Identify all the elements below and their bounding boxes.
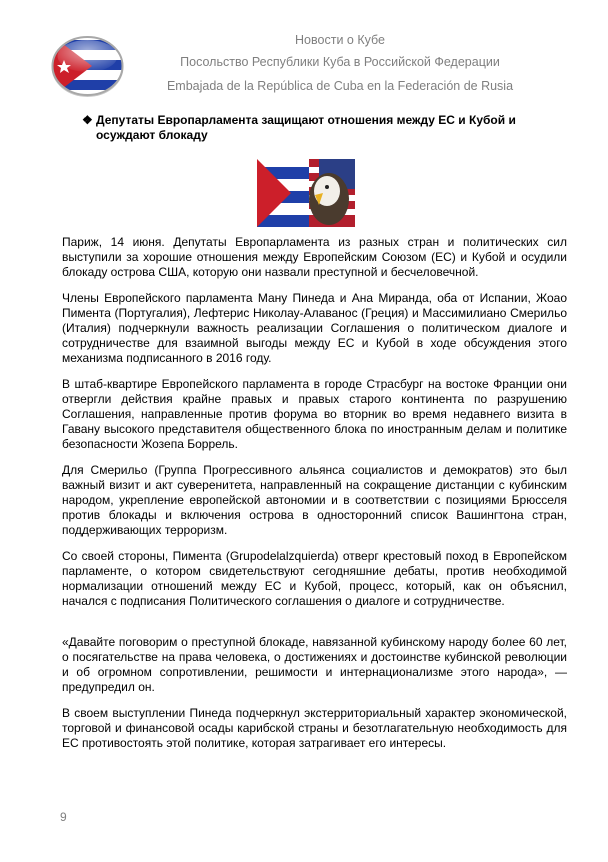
article-paragraph: Члены Европейского парламента Ману Пинеда и Ана Миранда, оба от Испании, Жоао Пимента (Португалия), Лефтерис Николау-Алаванос (Греция) и Массимилиано Смерильо (Италия) подчеркнули важность реализации Соглашения о политическом диалоге и сотрудничестве для взаимной выгоды между ЕС и Кубой в ходе обсуждения этого механизма подписанного в 2016 году. [62, 291, 567, 365]
newsletter-title: Новости о Кубе [295, 33, 385, 47]
article-paragraph: В своем выступлении Пинеда подчеркнул экстерриториальный характер экономической, торговой и финансовой осады карибской страны и безотлагательную необходимость для ЕС противостоять этой политике, которая затрагивает его интересы. [62, 706, 567, 750]
article-paragraph: Париж, 14 июня. Депутаты Европарламента из разных стран и политических сил выступили за хорошие отношения между Европейским Союзом (ЕС) и Кубой и осудили блокаду острова США, которую они назвали преступной и бесчеловечной. [62, 235, 567, 279]
page-number: 9 [60, 810, 67, 824]
article-paragraph: Со своей стороны, Пимента (Grupodelalzquierda) отверг крестовый поход в Европейском парламенте, о котором свидетельствуют сегодняшние дебаты, против необходимой нормализации отношений между ЕС и Кубой, процесс, который, как он объяснил, начался с подписания Политического соглашения о диалоге и сотрудничестве. [62, 549, 567, 608]
embassy-name-ru: Посольство Республики Куба в Российской Федерации [180, 55, 500, 69]
article-paragraph: Для Смерильо (Группа Прогрессивного альянса социалистов и демократов) это был важный визит и акт суверенитета, направленный на сокращение дистанции с кубинским народом, укрепление европейской автономии и в соответствии с позициями Брюсселя против блокады и включения острова в односторонний список Вашингтона стран, поддерживающих терроризм. [62, 463, 567, 537]
bullet-icon: ❖ [82, 113, 93, 127]
article-paragraph: «Давайте поговорим о преступной блокаде, навязанной кубинскому народу более 60 лет, о посягательстве на права человека, о достижениях и достоинстве кубинской революции и об огромном сопротивлении, решимости и интернационализме этого народа», — предупредил он. [62, 635, 567, 694]
article-photo [257, 159, 355, 227]
embassy-name-es: Embajada de la República de Cuba en la Federación de Rusia [166, 79, 514, 93]
article-title: Депутаты Европарламента защищают отношения между ЕС и Кубой и осуждают блокаду [96, 113, 516, 142]
article-paragraph: В штаб-квартире Европейского парламента в городе Страсбург на востоке Франции они отвергли действия крайне правых и правых старого континента по разрушению Соглашения, направленные против форума во вторник во время недавнего визита в Гавану высокого представителя общественного блока по иностранным делам и политике безопасности Жозепа Боррель. [62, 377, 567, 451]
cuba-flag-logo [50, 34, 125, 98]
